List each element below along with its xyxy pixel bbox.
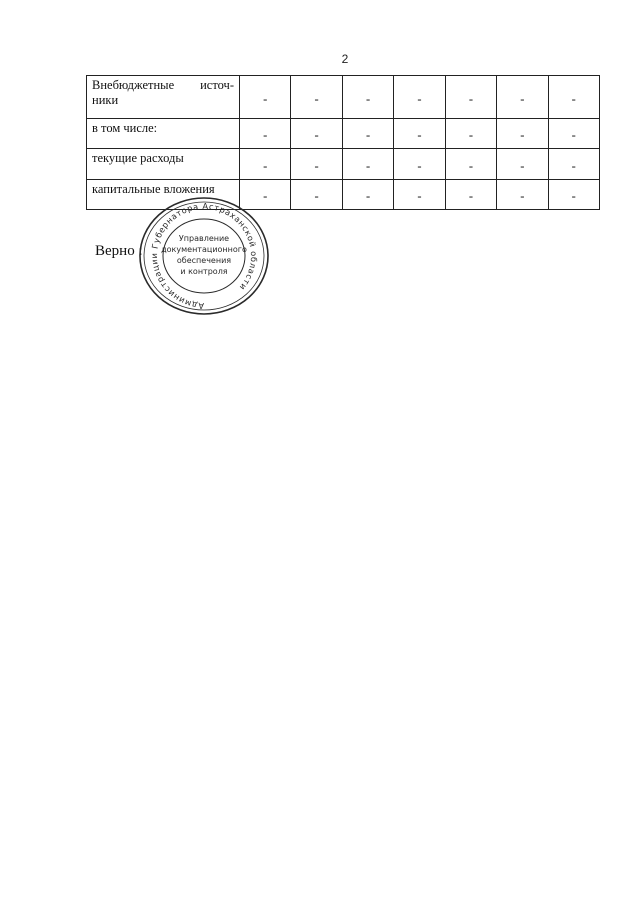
table-cell: - <box>497 76 548 119</box>
row-label: текущие расходы <box>87 149 240 180</box>
table-cell: - <box>394 180 445 210</box>
table-cell: - <box>291 76 342 119</box>
page-number: 2 <box>341 52 349 66</box>
table-cell: - <box>445 76 496 119</box>
table-cell: - <box>548 119 599 149</box>
table-row <box>87 149 600 180</box>
table-cell: - <box>497 180 548 210</box>
table-cell: - <box>548 149 599 180</box>
row-label-part: Внебюджетные <box>92 78 175 92</box>
table-row <box>87 76 600 119</box>
seal-center-line: и контроля <box>180 267 228 276</box>
row-label: в том числе: <box>87 119 240 149</box>
table-cell: - <box>342 149 393 180</box>
table-cell: - <box>342 119 393 149</box>
table-cell: - <box>445 119 496 149</box>
table-cell: - <box>394 149 445 180</box>
seal-center-line: обеспечения <box>176 256 232 265</box>
row-label: капитальные вложения <box>87 180 240 210</box>
row-label <box>87 76 240 119</box>
table-cell: - <box>445 180 496 210</box>
budget-table <box>86 75 600 210</box>
table-cell: - <box>291 180 342 210</box>
table-row <box>87 119 600 149</box>
table-cell: - <box>291 119 342 149</box>
row-label-part: источ- <box>200 78 234 92</box>
seal-center-line: документационного <box>161 245 247 254</box>
table-cell: - <box>548 76 599 119</box>
table-cell: - <box>394 119 445 149</box>
official-seal-stamp <box>138 196 270 316</box>
row-label-part: ники <box>92 93 119 107</box>
seal-center-line: Управление <box>178 234 230 243</box>
table-cell: - <box>342 76 393 119</box>
table-cell: - <box>240 149 291 180</box>
table-cell: - <box>497 149 548 180</box>
table-cell: - <box>394 76 445 119</box>
certification-label: Верно : <box>95 243 143 259</box>
table-cell: - <box>291 149 342 180</box>
table-cell: - <box>445 149 496 180</box>
table-cell: - <box>342 180 393 210</box>
table-cell: - <box>497 119 548 149</box>
table-cell: - <box>240 180 291 210</box>
table-cell: - <box>548 180 599 210</box>
table-cell: - <box>240 76 291 119</box>
seal-ring-text: Администрации Губернатора Астраханской области <box>148 200 260 312</box>
table-cell: - <box>240 119 291 149</box>
